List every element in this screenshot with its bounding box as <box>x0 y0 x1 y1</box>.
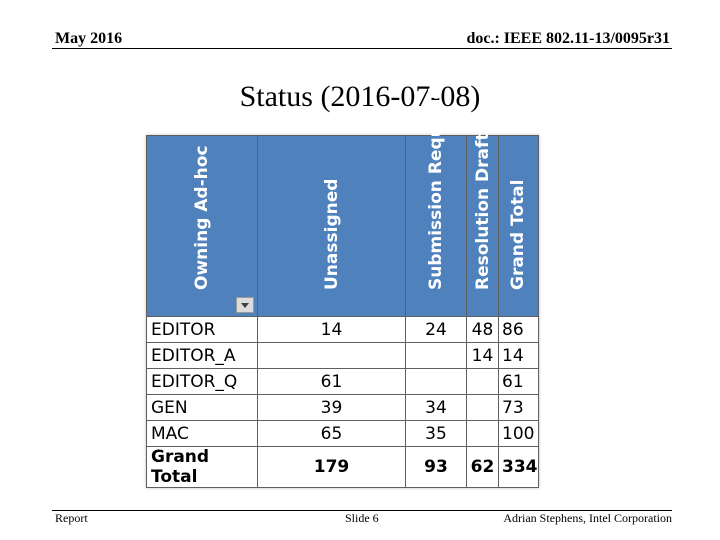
column-header-label: Unassigned <box>321 178 342 290</box>
table-row <box>147 317 539 343</box>
filter-dropdown-icon[interactable] <box>236 297 254 313</box>
row-label: MAC <box>147 421 258 447</box>
column-header-label: Owning Ad-hoc <box>192 145 212 290</box>
footer-report-label: Report <box>55 511 88 525</box>
header-divider <box>52 48 672 49</box>
cell-submission-required <box>406 369 467 395</box>
cell-resolution-drafted <box>467 421 499 447</box>
row-label: EDITOR_A <box>147 343 258 369</box>
column-header-owning-adhoc <box>147 136 258 317</box>
cell-resolution-drafted <box>467 369 499 395</box>
column-header-resolution-drafted <box>467 108 499 317</box>
column-header-label: Resolution Drafted <box>472 108 493 290</box>
cell-resolution-drafted: 48 <box>467 317 499 343</box>
cell-submission-required: 35 <box>406 421 467 447</box>
cell-unassigned: 14 <box>258 317 406 343</box>
row-label: EDITOR_Q <box>147 369 258 395</box>
cell-grand-total: 14 <box>499 343 539 369</box>
footer-slide-number: Slide 6 <box>345 511 379 525</box>
table-header-row <box>147 136 539 317</box>
cell-submission-required: 93 <box>406 447 467 488</box>
cell-submission-required: 34 <box>406 395 467 421</box>
column-header-label: Submission Required <box>426 87 446 290</box>
table-row <box>147 395 539 421</box>
row-label: GEN <box>147 395 258 421</box>
row-label: Grand Total <box>147 447 258 488</box>
table-row <box>147 343 539 369</box>
cell-submission-required: 24 <box>406 317 467 343</box>
table-row <box>147 421 539 447</box>
cell-grand-total: 100 <box>499 421 539 447</box>
slide-title: Status (2016-07-08) <box>239 80 481 113</box>
column-header-label: Grand Total <box>508 179 529 290</box>
column-header-unassigned <box>258 136 406 317</box>
cell-grand-total: 61 <box>499 369 539 395</box>
cell-unassigned: 65 <box>258 421 406 447</box>
header-date: May 2016 <box>55 30 123 47</box>
cell-unassigned: 39 <box>258 395 406 421</box>
header-doc-id: doc.: IEEE 802.11-13/0095r31 <box>466 30 670 47</box>
row-label: EDITOR <box>147 317 258 343</box>
column-header-grand-total <box>499 136 539 317</box>
cell-resolution-drafted: 62 <box>467 447 499 488</box>
cell-grand-total: 334 <box>499 447 539 488</box>
footer-author: Adrian Stephens, Intel Corporation <box>503 511 672 525</box>
grand-total-row <box>147 447 539 488</box>
cell-grand-total: 86 <box>499 317 539 343</box>
table-row <box>147 369 539 395</box>
cell-unassigned: 179 <box>258 447 406 488</box>
cell-submission-required <box>406 343 467 369</box>
column-header-submission-required <box>406 87 467 317</box>
cell-resolution-drafted: 14 <box>467 343 499 369</box>
cell-grand-total: 73 <box>499 395 539 421</box>
cell-unassigned: 61 <box>258 369 406 395</box>
cell-resolution-drafted <box>467 395 499 421</box>
cell-unassigned <box>258 343 406 369</box>
